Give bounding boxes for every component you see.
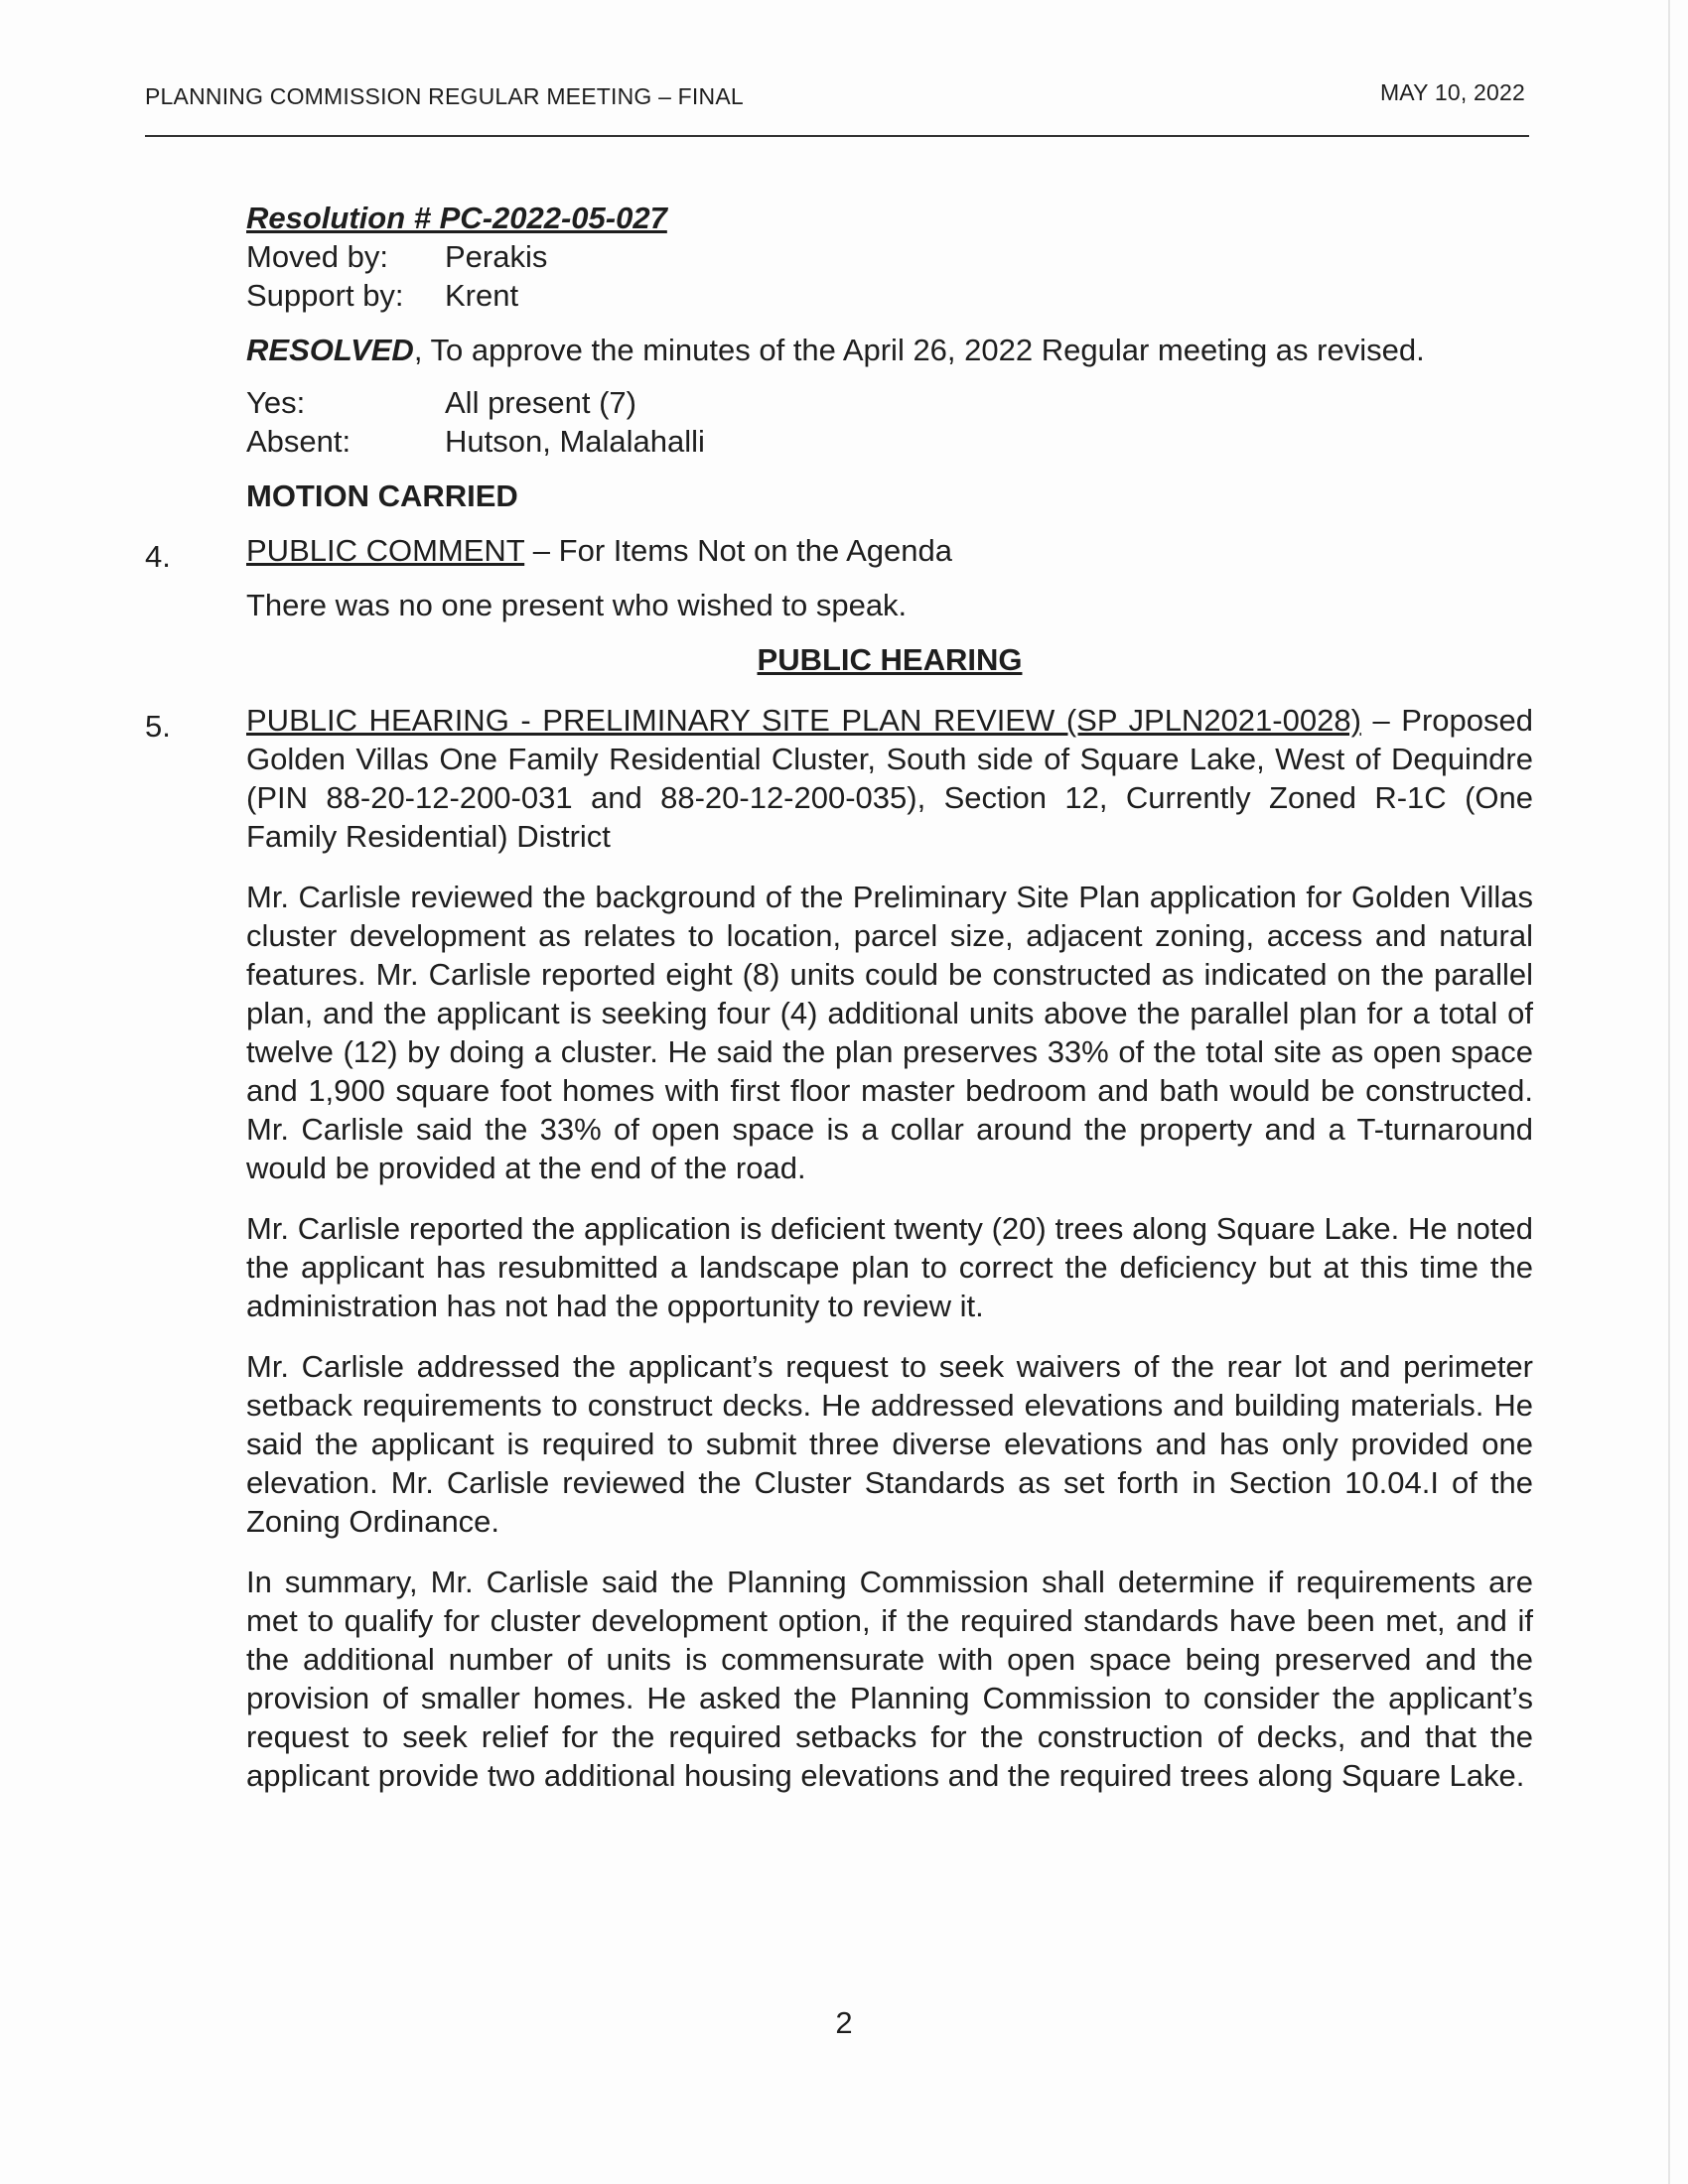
paragraph: In summary, Mr. Carlisle said the Planning Commission shall determine if requirements are met to qualify for cluster development option, if the required standards have been met, and if the additional number of units is commensurate with open space being preserved and the provision of smaller homes. He asked the Planning Commission to consider the applicant’s request to seek relief for the required setbacks for the construction of decks, and that the applicant provide two additional housing elevations and the required trees along Square Lake. bbox=[246, 1565, 1533, 1793]
support-by-label: Support by: bbox=[246, 278, 404, 313]
support-by-value: Krent bbox=[445, 278, 519, 313]
motion-carried: MOTION CARRIED bbox=[246, 478, 518, 513]
resolution-block bbox=[246, 199, 1533, 515]
yes-label: Yes: bbox=[246, 385, 306, 420]
item-title-underlined: PUBLIC COMMENT bbox=[246, 533, 525, 568]
agenda-item-5 bbox=[145, 701, 1533, 1795]
paragraph: Mr. Carlisle addressed the applicant’s request to seek waivers of the rear lot and perimeter setback requirements to construct decks. He addressed elevations and building materials. He said the applicant is required to submit three diverse elevations and has only provided one elevation. Mr. Carlisle reviewed the Cluster Standards as set forth in Section 10.04.I of the Zoning Ordinance. bbox=[246, 1349, 1533, 1539]
paragraph: Mr. Carlisle reported the application is deficient twenty (20) trees along Square Lake. He noted the applicant has resubmitted a landscape plan to correct the deficiency but at this time the administration has not had the opportunity to review it. bbox=[246, 1211, 1533, 1323]
yes-value: All present (7) bbox=[445, 385, 636, 420]
absent-value: Hutson, Malalahalli bbox=[445, 424, 705, 459]
paragraph: Mr. Carlisle reviewed the background of the Preliminary Site Plan application for Golden Villas cluster development as relates to location, parcel size, adjacent zoning, access and natural features. Mr. Carlisle reported eight (8) units could be constructed as indicated on the parallel plan, and the applicant is seeking four (4) additional units above the parallel plan for a total of twelve (12) by doing a cluster. He said the plan preserves 33% of the total site as open space and 1,900 square foot homes with first floor master bedroom and bath would be constructed. Mr. Carlisle said the 33% of open space is a collar around the property and a T-turnaround would be provided at the end of the road. bbox=[246, 880, 1533, 1185]
support-by-row bbox=[246, 276, 1533, 315]
document-body bbox=[145, 199, 1533, 1795]
item-number: 5. bbox=[145, 709, 171, 744]
resolved-text: , To approve the minutes of the April 26, 2022 Regular meeting as revised. bbox=[413, 333, 1425, 367]
item-title bbox=[246, 531, 1533, 570]
yes-row bbox=[246, 383, 1533, 422]
header-rule bbox=[145, 135, 1529, 137]
item-title-rest: – Proposed Golden Villas One Family Residential Cluster, South side of Square Lake, West of Dequindre (PIN 88-20-12-200-031 and 88-20-12-200-035), Section 12, Currently Zoned R-1C (One Family Residential) District bbox=[246, 703, 1533, 854]
resolution-title: Resolution # PC-2022-05-027 bbox=[246, 201, 667, 235]
agenda-item-4 bbox=[145, 531, 1533, 624]
item-title-underlined: PUBLIC HEARING - PRELIMINARY SITE PLAN REVIEW (SP JPLN2021-0028) bbox=[246, 703, 1361, 738]
header-title: PLANNING COMMISSION REGULAR MEETING – FINAL bbox=[145, 83, 744, 109]
moved-by-value: Perakis bbox=[445, 239, 548, 274]
item-text: There was no one present who wished to speak. bbox=[246, 588, 908, 622]
resolved-label: RESOLVED bbox=[246, 333, 414, 367]
section-heading: PUBLIC HEARING bbox=[757, 642, 1023, 677]
moved-by-label: Moved by: bbox=[246, 239, 389, 274]
moved-by-row bbox=[246, 237, 1533, 276]
header-date: MAY 10, 2022 bbox=[1379, 79, 1525, 105]
page-edge bbox=[1668, 0, 1670, 2184]
item-title bbox=[246, 701, 1533, 856]
item-title-rest: – For Items Not on the Agenda bbox=[524, 533, 952, 568]
absent-row bbox=[246, 422, 1533, 461]
item-number: 4. bbox=[145, 539, 171, 574]
absent-label: Absent: bbox=[246, 424, 352, 459]
resolved-statement bbox=[246, 331, 1533, 369]
page-number: 2 bbox=[835, 2005, 853, 2040]
